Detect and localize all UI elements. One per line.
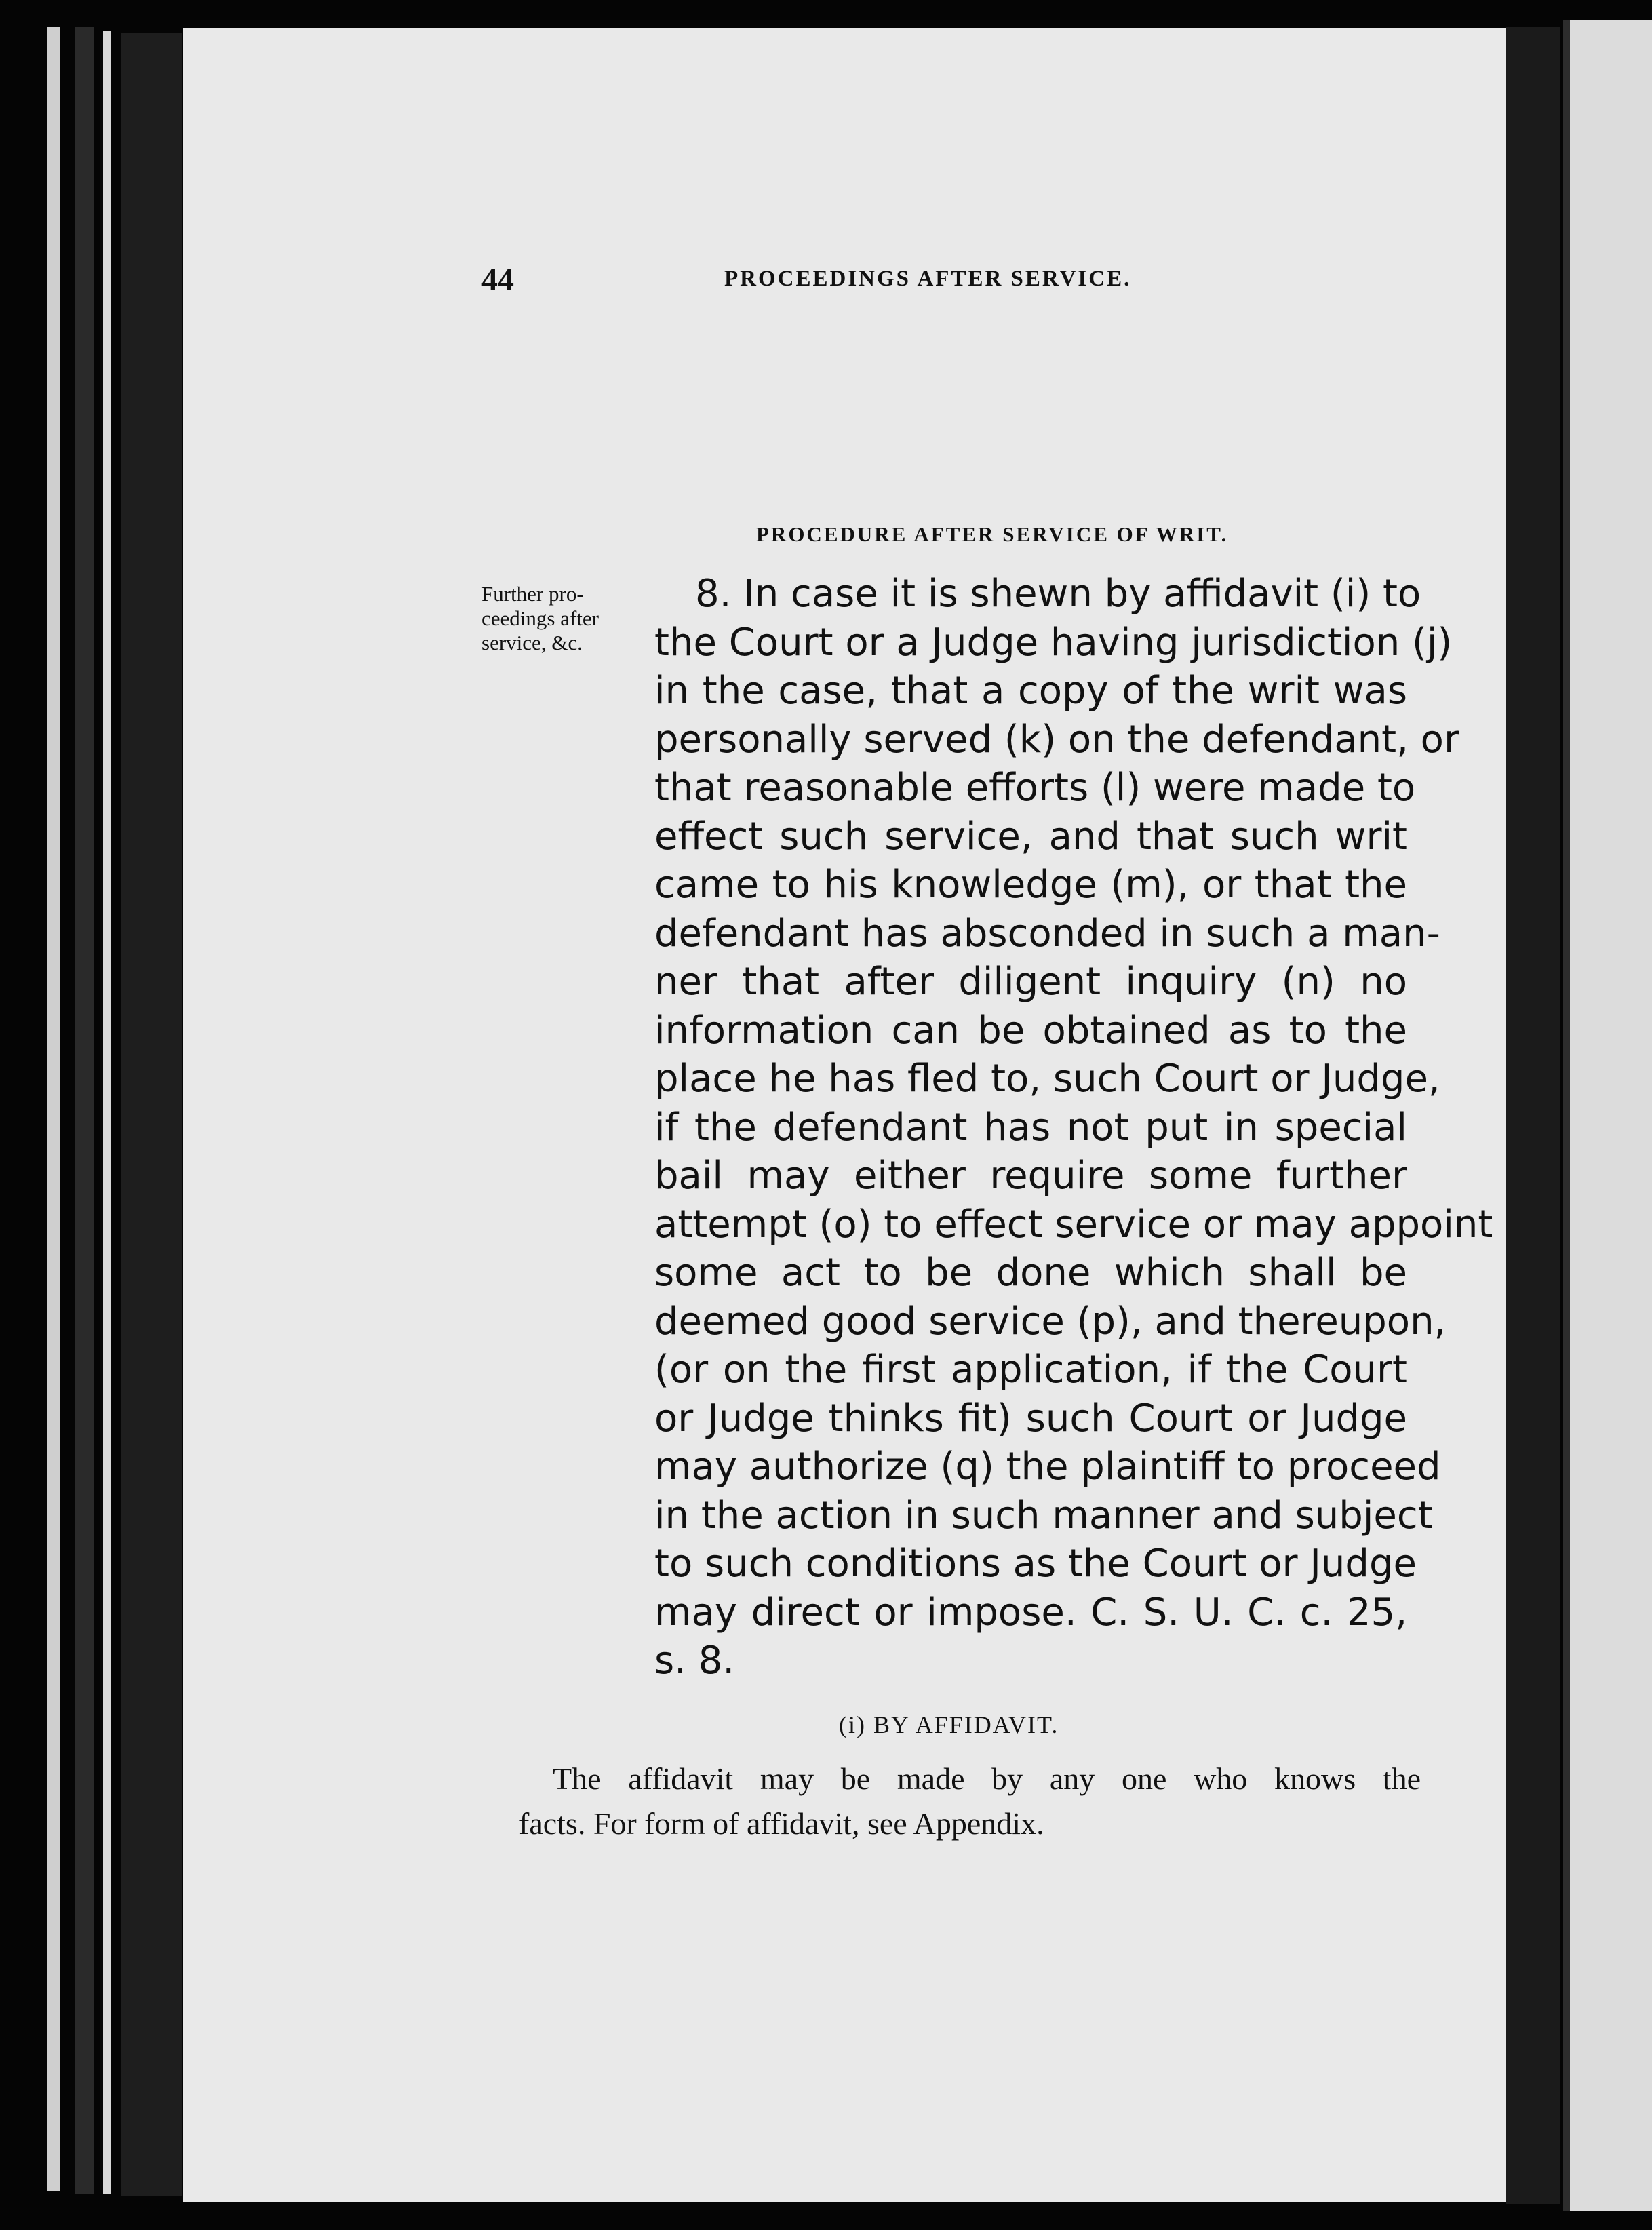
marginal-note-line: Further pro-: [481, 582, 584, 606]
body-line: bail may either require some further: [654, 1154, 1407, 1198]
adjacent-page: [1563, 20, 1652, 2211]
section-heading: PROCEDURE AFTER SERVICE OF WRIT.: [756, 522, 1229, 546]
body-line: s. 8.: [654, 1639, 735, 1683]
body-line: the Court or a Judge having jurisdiction (j): [654, 620, 1453, 665]
page-number: 44: [481, 262, 514, 298]
body-line: some act to be done which shall be: [654, 1251, 1407, 1295]
gutter-shadow: [1506, 27, 1560, 2204]
body-line: effect such service, and that such writ: [654, 814, 1407, 859]
body-line: place he has fled to, such Court or Judge,: [654, 1057, 1440, 1101]
page-edge: [75, 27, 94, 2194]
body-line: if the defendant has not put in special: [654, 1105, 1407, 1150]
body-line: 8. In case it is shewn by affidavit (i) to: [695, 572, 1421, 616]
marginal-note-line: ceedings after: [481, 606, 599, 630]
footnote: [519, 1757, 1421, 1846]
body-line: to such conditions as the Court or Judge: [654, 1542, 1417, 1586]
footnote-heading: (i) BY AFFIDAVIT.: [839, 1711, 1059, 1738]
body-line: attempt (o) to effect service or may appoint: [654, 1202, 1493, 1247]
body-line: or Judge thinks fit) such Court or Judge: [654, 1396, 1407, 1441]
body-line: (or on the first application, if the Court: [654, 1348, 1407, 1392]
body-line: deemed good service (p), and thereupon,: [654, 1299, 1447, 1344]
body-line: in the case, that a copy of the writ was: [654, 669, 1407, 713]
marginal-note-line: service, &c.: [481, 631, 583, 654]
footnote-line: facts. For form of affidavit, see Appendix.: [519, 1806, 1044, 1841]
section-body: [654, 570, 1493, 1685]
page-edge: [103, 31, 111, 2194]
body-line: personally served (k) on the defendant, or: [654, 717, 1459, 762]
body-line: came to his knowledge (m), or that the: [654, 863, 1407, 907]
running-head: PROCEEDINGS AFTER SERVICE.: [724, 267, 1132, 291]
marginal-note: [481, 582, 658, 655]
body-line: ner that after diligent inquiry (n) no: [654, 960, 1407, 1004]
body-line: defendant has absconded in such a man-: [654, 911, 1440, 956]
body-line: information can be obtained as to the: [654, 1008, 1407, 1053]
page-edge: [47, 27, 60, 2191]
footnote-line: The affidavit may be made by any one who knows the: [553, 1761, 1421, 1796]
body-line: may direct or impose. C. S. U. C. c. 25,: [654, 1590, 1407, 1635]
body-line: may authorize (q) the plaintiff to proceed: [654, 1445, 1441, 1489]
body-line: in the action in such manner and subject: [654, 1493, 1433, 1538]
body-line: that reasonable efforts (l) were made to: [654, 766, 1416, 810]
page-edge: [121, 33, 182, 2196]
